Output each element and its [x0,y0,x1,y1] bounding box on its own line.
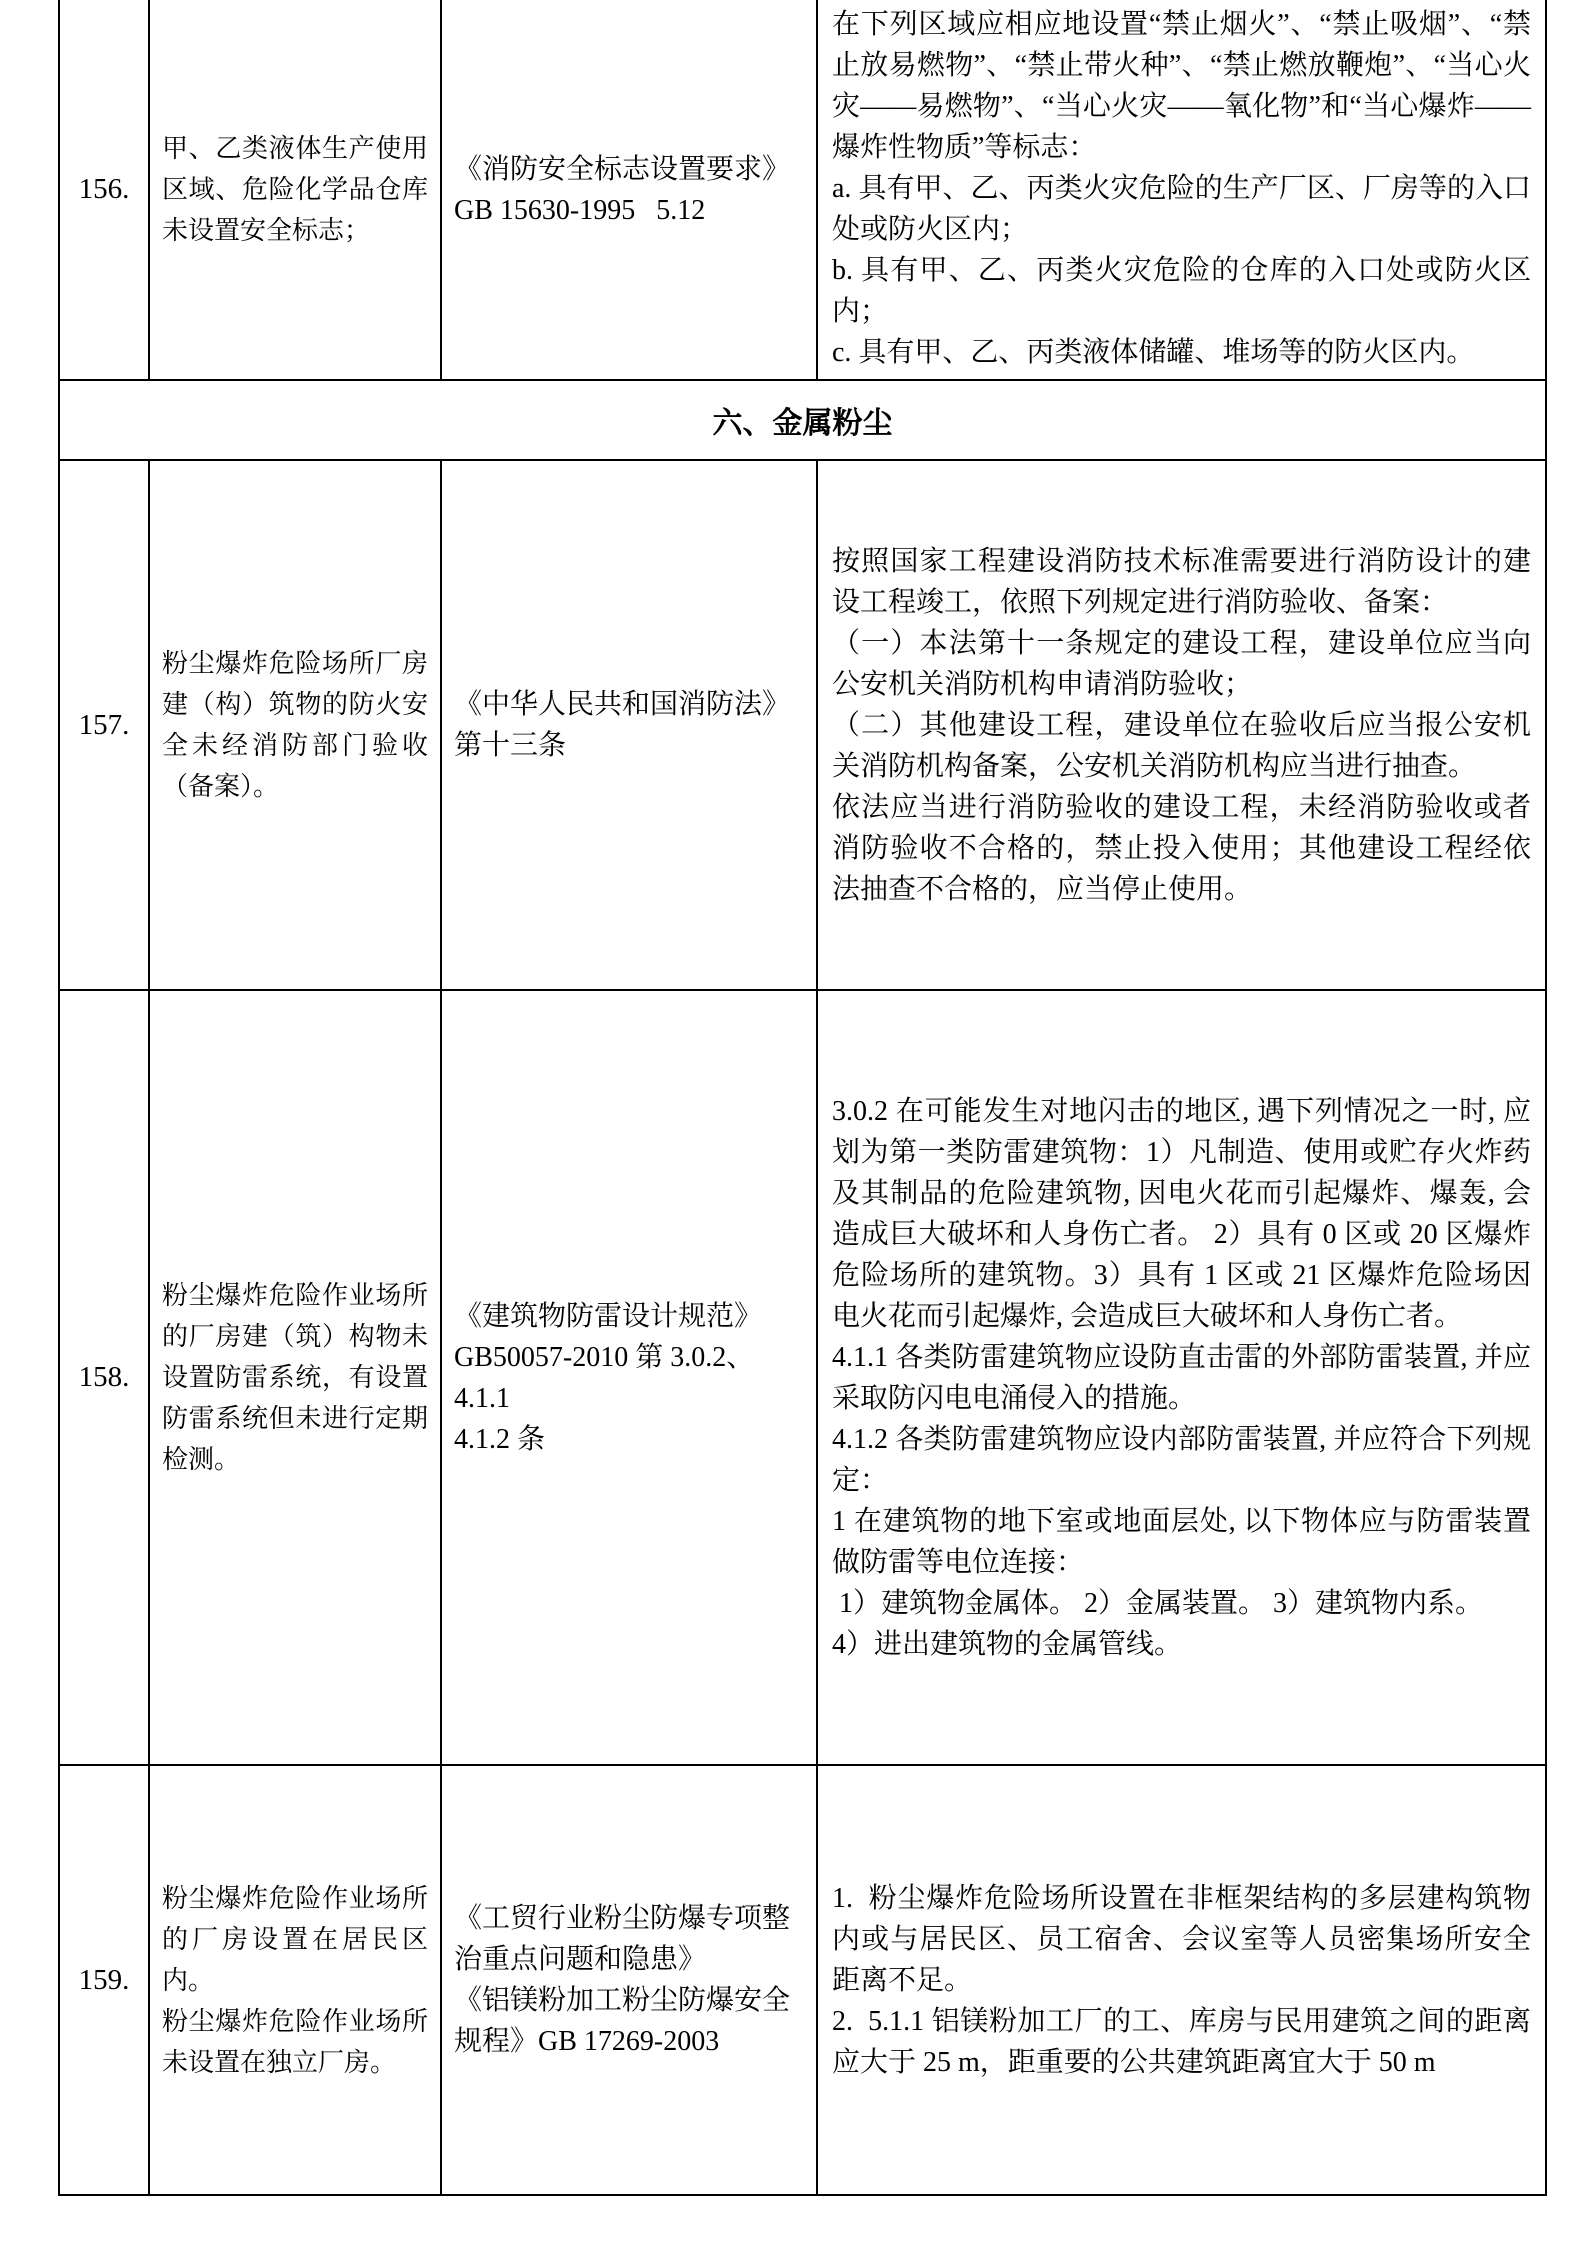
table-row [59,460,1546,990]
paragraph: 2. 5.1.1 铝镁粉加工厂的工、库房与民用建筑之间的距离应大于 25 m，距重要的公共建筑距离宜大于 50 m [832,2005,1531,2078]
paragraph: GB50057-2010 第 3.0.2、 [454,1341,755,1373]
detail-cell [817,0,1546,380]
paragraph: 1 在建筑物的地下室或地面层处, 以下物体应与防雷装置做防雷等电位连接： [832,1505,1531,1578]
paragraph: 《建筑物防雷设计规范》 [454,1300,763,1332]
row-number: 158. [78,1361,130,1393]
issue-description-cell [149,990,441,1765]
row-number-cell [59,990,149,1765]
paragraph: 《工贸行业粉尘防爆专项整治重点问题和隐患》 [454,1903,791,1975]
paragraph: （一）本法第十一条规定的建设工程，建设单位应当向公安机关消防机构申请消防验收； [832,627,1531,700]
paragraph: 依法应当进行消防验收的建设工程，未经消防验收或者消防验收不合格的，禁止投入使用；其他建设工程经依法抽查不合格的，应当停止使用。 [832,791,1531,905]
paragraph: 《中华人民共和国消防法》 [454,689,791,720]
reference-cell [441,460,817,990]
paragraph: 甲、乙类液体生产使用区域、危险化学品仓库未设置安全标志； [162,134,428,245]
detail-cell [817,460,1546,990]
row-number: 159. [78,1963,130,1996]
table-row [59,0,1546,380]
paragraph: 1. 粉尘爆炸危险场所设置在非框架结构的多层建构筑物内或与居民区、员工宿舍、会议室等人员密集场所安全距离不足。 [832,1882,1531,1996]
paragraph: （二）其他建设工程，建设单位在验收后应当报公安机关消防机构备案，公安机关消防机构应当进行抽查。 [832,709,1531,782]
paragraph: 粉尘爆炸危险场所厂房建（构）筑物的防火安全未经消防部门验收（备案）。 [162,649,428,801]
section-header-row [59,380,1546,460]
paragraph: 4.1.2 各类防雷建筑物应设内部防雷装置, 并应符合下列规定： [832,1423,1531,1496]
paragraph: 3.0.2 在可能发生对地闪击的地区, 遇下列情况之一时, 应划为第一类防雷建筑物：1）凡制造、使用或贮存火炸药及其制品的危险建筑物, 因电火花而引起爆炸、爆轰, 会造成巨大破坏和人身伤亡者。 2）具有 0 区或 20 区爆炸危险场所的建筑物。3）具有 1 区或 21 区爆炸危险场因电火花而引起爆炸, 会造成巨大破坏和人身伤亡者。 [832,1095,1531,1332]
paragraph: 1）建筑物金属体。 2）金属装置。 3）建筑物内系。 [832,1587,1484,1619]
paragraph: 在下列区域应相应地设置“禁止烟火”、“禁止吸烟”、“禁止放易燃物”、“禁止带火种”、“禁止燃放鞭炮”、“当心火灾——易燃物”、“当心火灾——氧化物”和“当心爆炸——爆炸性物质”等标志： [832,9,1531,163]
section-header: 六、金属粉尘 [59,380,1546,460]
table-row [59,1765,1546,2195]
paragraph: 第十三条 [454,730,567,761]
issue-description-cell [149,1765,441,2195]
paragraph: 4.1.1 各类防雷建筑物应设防直击雷的外部防雷装置, 并应采取防闪电电涌侵入的措施。 [832,1341,1531,1414]
row-number-cell [59,1765,149,2195]
table-row [59,990,1546,1765]
paragraph: 4）进出建筑物的金属管线。 [832,1628,1183,1660]
paragraph: 4.1.2 条 [454,1423,546,1455]
row-number: 157. [78,708,130,741]
paragraph: 粉尘爆炸危险作业场所未设置在独立厂房。 [162,2006,428,2077]
detail-cell [817,1765,1546,2195]
paragraph: 粉尘爆炸危险作业场所的厂房设置在居民区内。 [162,1883,428,1995]
paragraph: c. 具有甲、乙、丙类液体储罐、堆场等的防火区内。 [832,337,1475,368]
paragraph: a. 具有甲、乙、丙类火灾危险的生产厂区、厂房等的入口处或防火区内； [832,173,1531,245]
detail-cell [817,990,1546,1765]
paragraph: b. 具有甲、乙、丙类火灾危险的仓库的入口处或防火区内； [832,255,1531,327]
paragraph: 《铝镁粉加工粉尘防爆安全规程》GB 17269-2003 [454,1985,791,2057]
row-number-cell [59,0,149,380]
reference-cell [441,990,817,1765]
regulation-table [58,0,1547,2196]
reference-cell [441,1765,817,2195]
reference-cell [441,0,817,380]
paragraph: 按照国家工程建设消防技术标准需要进行消防设计的建设工程竣工，依照下列规定进行消防验收、备案： [832,545,1531,618]
issue-description-cell [149,0,441,380]
paragraph: 4.1.1 [454,1382,510,1414]
row-number-cell [59,460,149,990]
paragraph: GB 15630-1995 5.12 [454,194,706,226]
row-number: 156. [78,173,130,205]
paragraph: 粉尘爆炸危险作业场所的厂房建（筑）构物未设置防雷系统，有设置防雷系统但未进行定期检测。 [162,1281,428,1474]
issue-description-cell [149,460,441,990]
paragraph: 《消防安全标志设置要求》 [454,153,791,185]
